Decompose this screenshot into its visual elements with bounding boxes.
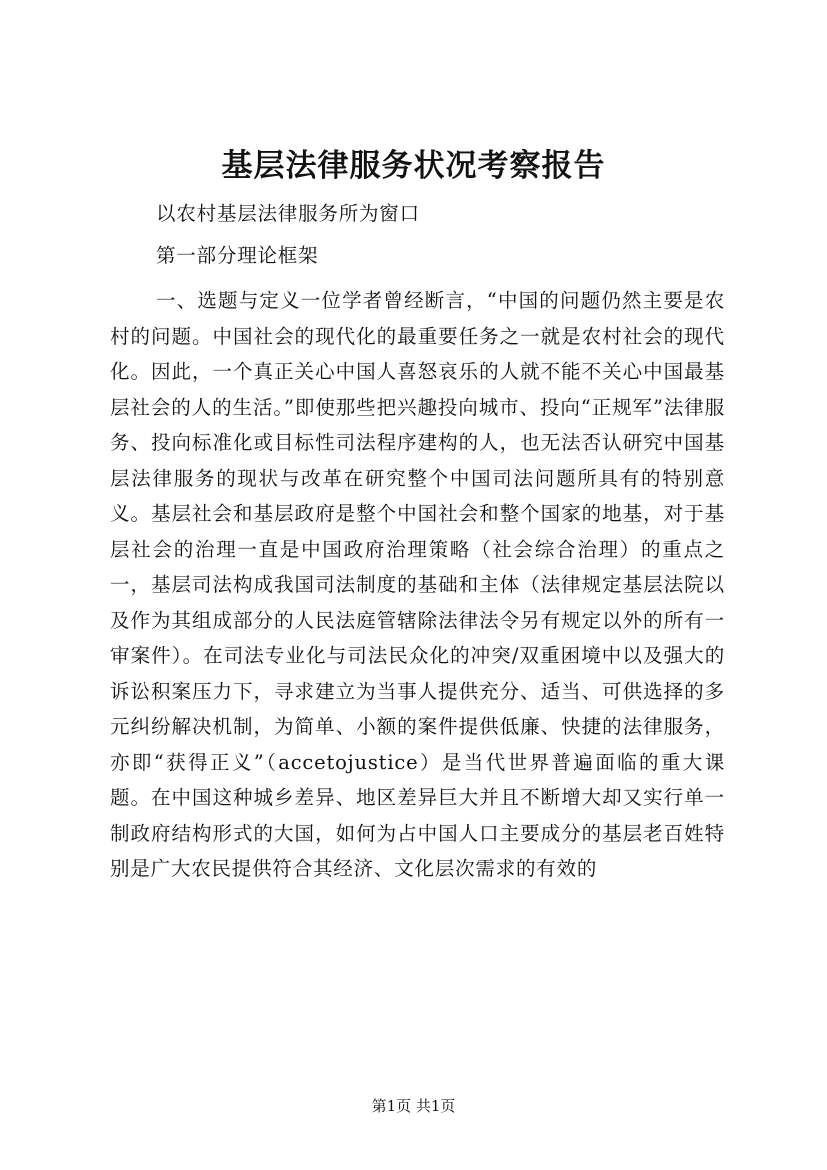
section-heading: 第一部分理论框架 [156, 244, 319, 267]
document-title: 基层法律服务状况考察报告 [221, 148, 606, 184]
body-paragraph: 一、选题与定义一位学者曾经断言，“中国的问题仍然主要是农村的问题。中国社会的现代化的最重要任务之一就是农村社会的现代化。因此，一个真正关心中国人喜怒哀乐的人就不能不关心中国最基层社会的人的生活。”即使那些把兴趣投向城市、投向“正规军”法律服务、投向标准化或目标性司法程序建构的人，也无法否认研究中国基层法律服务的现状与改革在研究整个中国司法问题所具有的特别意义。基层社会和基层政府是整个中国社会和整个国家的地基，对于基层社会的治理一直是中国政府治理策略（社会综合治理）的重点之一，基层司法构成我国司法制度的基础和主体（法律规定基层法院以及作为其组成部分的人民法庭管辖除法律法令另有规定以外的所有一审案件）。在司法专业化与司法民众化的冲突/双重困境中以及强大的诉讼积案压力下，寻求建立为当事人提供充分、适当、可供选择的多元纠纷解决机制，为简单、小额的案件提供低廉、快捷的法律服务，亦即“获得正义”（accetojustice）是当代世界普遍面临的重大课题。在中国这种城乡差异、地区差异巨大并且不断增大却又实行单一制政府结构形式的大国，如何为占中国人口主要成分的基层老百姓特别是广大农民提供符合其经济、文化层次需求的有效的 [110, 289, 725, 880]
document-subtitle: 以农村基层法律服务所为窗口 [156, 202, 420, 225]
page-footer: 第1页 共1页 [371, 1097, 456, 1115]
